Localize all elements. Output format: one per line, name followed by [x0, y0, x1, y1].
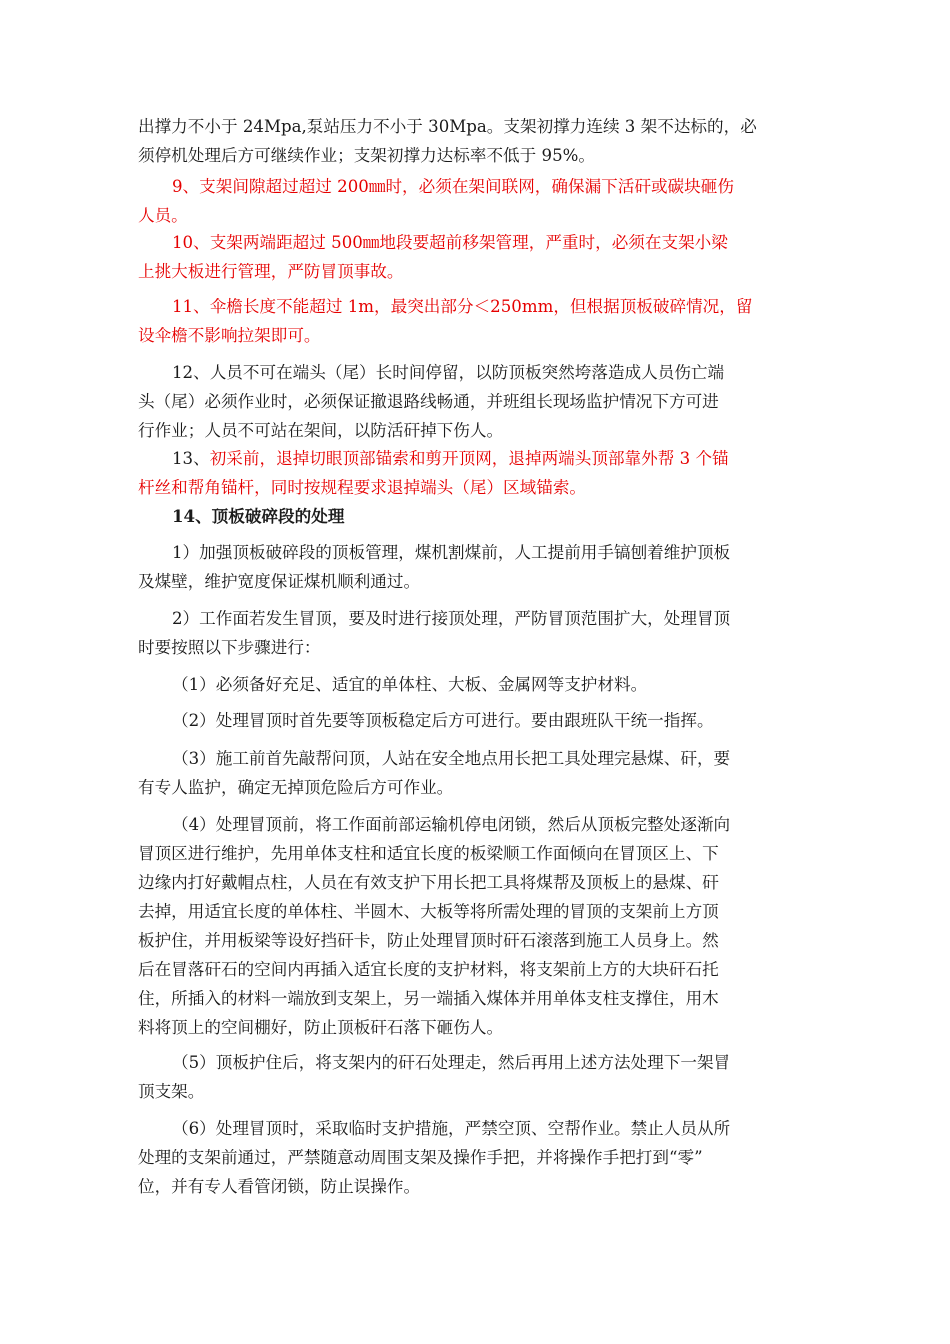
- text-line: 行作业；人员不可站在架间，以防活矸掉下伤人。: [138, 421, 504, 440]
- text-line: 后在冒落矸石的空间内再插入适宜长度的支护材料，将支架前上方的大块矸石托: [138, 960, 719, 979]
- paragraph-substep-4: [138, 810, 818, 1042]
- text-line: （3）施工前首先敲帮问顶，人站在安全地点用长把工具处理完悬煤、矸，要: [172, 749, 731, 768]
- text-line: 去掉，用适宜长度的单体柱、半圆木、大板等将所需处理的冒顶的支架前上方顶: [138, 902, 719, 921]
- text-line: 料将顶上的空间棚好，防止顶板矸石落下砸伤人。: [138, 1018, 504, 1037]
- text-line: （2）处理冒顶时首先要等顶板稳定后方可进行。要由跟班队干统一指挥。: [172, 711, 714, 730]
- paragraph-item-9: [138, 172, 818, 230]
- paragraph-step-1: [138, 538, 818, 596]
- paragraph-substep-3: [138, 744, 818, 802]
- text-line: 12、人员不可在端头（尾）长时间停留，以防顶板突然垮落造成人员伤亡端: [172, 363, 725, 382]
- section-heading-14: [138, 502, 818, 531]
- item-number: 13、: [172, 449, 210, 468]
- paragraph-substep-6: [138, 1114, 818, 1201]
- text-line: （6）处理冒顶时，采取临时支护措施，严禁空顶、空帮作业。禁止人员从所: [172, 1119, 731, 1138]
- text-line: 头（尾）必须作业时，必须保证撤退路线畅通，并班组长现场监护情况下方可进: [138, 392, 719, 411]
- text-line: 须停机处理后方可继续作业；支架初撑力达标率不低于 95%。: [138, 146, 595, 165]
- text-line: 9、支架间隙超过超过 200㎜时，必须在架间联网，确保漏下活矸或碳块砸伤: [172, 177, 734, 196]
- text-line: 时要按照以下步骤进行：: [138, 638, 321, 657]
- text-line: 设伞檐不影响拉架即可。: [138, 326, 321, 345]
- text-line: （5）顶板护住后，将支架内的矸石处理走，然后再用上述方法处理下一架冒: [172, 1053, 731, 1072]
- paragraph-item-10: [138, 228, 818, 286]
- text-line: 人员。: [138, 206, 188, 225]
- text-line: 及煤壁，维护宽度保证煤机顺利通过。: [138, 572, 421, 591]
- text-line: 10、支架两端距超过 500㎜地段要超前移架管理，严重时，必须在支架小梁: [172, 233, 728, 252]
- text-line: 1）加强顶板破碎段的顶板管理，煤机割煤前，人工提前用手镐刨着维护顶板: [172, 543, 731, 562]
- paragraph-step-2: [138, 604, 818, 662]
- text-line: 有专人监护，确定无掉顶危险后方可作业。: [138, 778, 454, 797]
- paragraph-substep-2: [138, 706, 818, 735]
- item-text: 初采前，退掉切眼顶部锚索和剪开顶网，退掉两端头顶部靠外帮 3 个锚: [209, 449, 729, 468]
- text-line: [138, 444, 818, 473]
- text-line: 位，并有专人看管闭锁，防止误操作。: [138, 1177, 421, 1196]
- paragraph-item-12: [138, 358, 818, 445]
- text-line: 11、伞檐长度不能超过 1m，最突出部分＜250mm，但根据顶板破碎情况，留: [172, 297, 753, 316]
- text-line: 住，所插入的材料一端放到支架上，另一端插入煤体并用单体支柱支撑住，用木: [138, 989, 719, 1008]
- text-line: 出撑力不小于 24Mpa,泵站压力不小于 30Mpa。支架初撑力连续 3 架不达标的，必: [138, 117, 757, 136]
- text-line: 冒顶区进行维护，先用单体支柱和适宜长度的板梁顺工作面倾向在冒顶区上、下: [138, 844, 719, 863]
- paragraph-item-13: [138, 444, 818, 502]
- text-line: 2）工作面若发生冒顶，要及时进行接顶处理，严防冒顶范围扩大，处理冒顶: [172, 609, 731, 628]
- text-line: （1）必须备好充足、适宜的单体柱、大板、金属网等支护材料。: [172, 675, 648, 694]
- paragraph-substep-1: [138, 670, 818, 699]
- text-line: 顶支架。: [138, 1082, 205, 1101]
- paragraph-substep-5: [138, 1048, 818, 1106]
- text-line: （4）处理冒顶前，将工作面前部运输机停电闭锁，然后从顶板完整处逐渐向: [172, 815, 731, 834]
- section-heading: 14、顶板破碎段的处理: [172, 506, 345, 526]
- text-line: 杆丝和帮角锚杆，同时按规程要求退掉端头（尾）区域锚索。: [138, 478, 587, 497]
- paragraph-support-force: [138, 112, 818, 170]
- text-line: 边缘内打好戴帽点柱，人员在有效支护下用长把工具将煤帮及顶板上的悬煤、矸: [138, 873, 719, 892]
- text-line: 处理的支架前通过，严禁随意动周围支架及操作手把，并将操作手把打到“零”: [138, 1148, 703, 1167]
- text-line: 板护住，并用板梁等设好挡矸卡，防止处理冒顶时矸石滚落到施工人员身上。然: [138, 931, 719, 950]
- paragraph-item-11: [138, 292, 818, 350]
- text-line: 上挑大板进行管理，严防冒顶事故。: [138, 262, 404, 281]
